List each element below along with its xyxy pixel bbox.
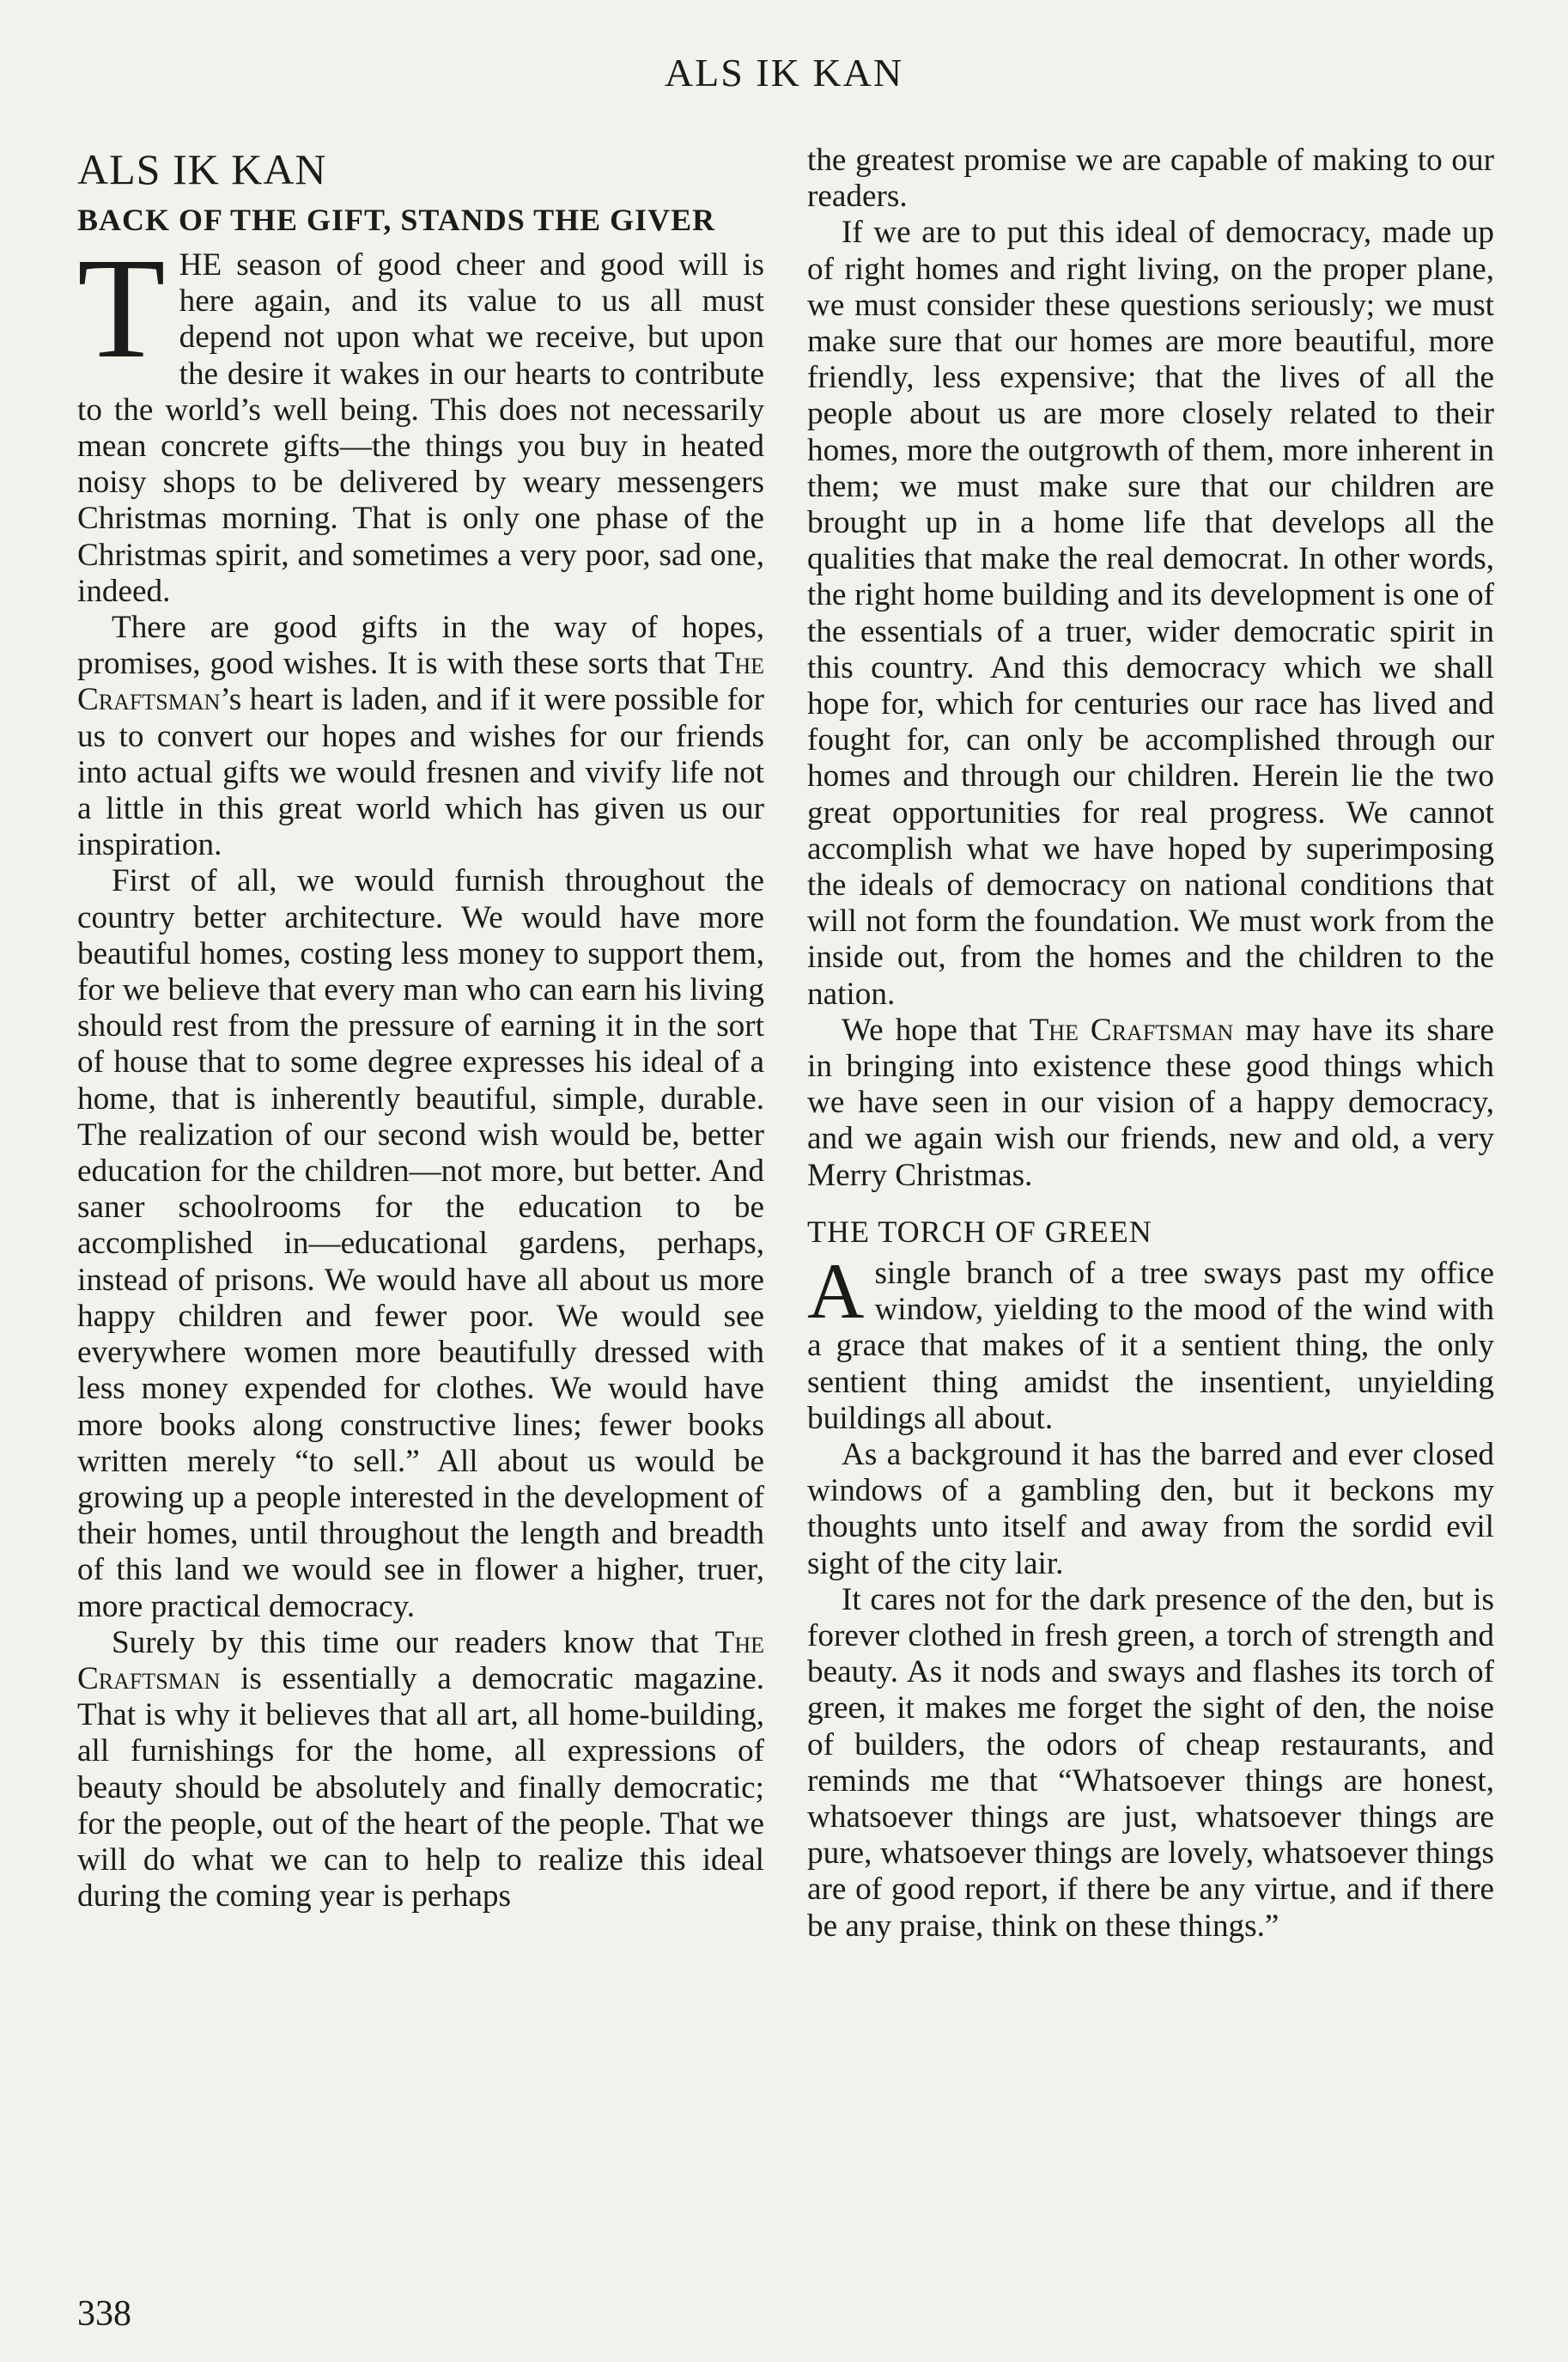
paragraph-text: Surely by this time our readers know that [112, 1624, 715, 1660]
paragraph [77, 1625, 764, 1915]
article-subtitle: BACK OF THE GIFT, STANDS THE GIVER [77, 203, 716, 237]
paragraph [77, 228, 764, 610]
paragraph: It cares not for the dark presence of the den, but is forever clothed in fresh green, a torch of strength and beauty. As it nods and sways and flashes its torch of green, it makes me forget the sight of den, the noise of builders, the odors of cheap restaurants, and reminds me that “Whatsoever things are honest, whatsoever things are just, whatsoever things are pure, whatsoever things are lovely, whatsoever things are of good report, if there be any virtue, and if there be any praise, think on these things.” [807, 1581, 1494, 1944]
paragraph [807, 1246, 1494, 1437]
magazine-name: The Craftsman [77, 1624, 764, 1696]
paragraph-text: ’s heart is laden, and if it were possible for us to convert our hopes and wishes for our friends into actual gifts we would fresnen and vivify life not a little in this great world which has given us our inspiration. [77, 682, 764, 863]
right-column [807, 143, 1494, 1945]
paragraph-text: HE season of good cheer and good will is here again, and its value to us all must depend not upon what we receive, but upon the desire it wakes in our hearts to contribute to the world’s well being. This does not necessarily mean concrete gifts—the things you buy in heated noisy shops to be delivered by weary messengers Christmas morning. That is only one phase of the Christmas spirit, and sometimes a very poor, sad one, indeed. [77, 247, 764, 609]
paragraph: First of all, we would furnish throughout the country better architecture. We would have more beautiful homes, costing less money to support them, for we believe that every man who can earn his living should rest from the pressure of earning it in the sort of house that to some degree expresses his ideal of a home, that is inherently beautiful, simple, durable. The realization of our second wish would be, better education for the children—not more, but better. And saner schoolrooms for the education to be accomplished in—educational gardens, perhaps, instead of prisons. We would have all about us more happy children and fewer poor. We would see everywhere women more beautifully dressed with less money expended for clothes. We would have more books along constructive lines; fewer books written merely “to sell.” All about us would be growing up a people interested in the development of their homes, until throughout the length and breadth of this land we would see in flower a higher, truer, more practical democracy. [77, 863, 764, 1624]
paragraph-continued: the greatest promise we are capable of making to our readers. [807, 143, 1494, 215]
paragraph-text: is essentially a democratic magazine. That is why it believes that all art, all home-building, all furnishings for the home, all expressions of beauty should be absolutely and finally democratic; for the people, out of the heart of the people. That we will do what we can to help to realize this ideal during the coming year is perhaps [77, 1660, 764, 1915]
paragraph-text: There are good gifts in the way of hopes, promises, good wishes. It is with these sorts that [77, 610, 764, 682]
magazine-name: The Craftsman [77, 646, 764, 718]
drop-cap: T [77, 228, 166, 388]
article-title: ALS IK KAN [77, 145, 327, 193]
paragraph: If we are to put this ideal of democracy, made up of right homes and right living, on the proper plane, we must consider these questions seriously; we must make sure that our homes are more beautiful, more friendly, less expensive; that the lives of all the people about us are more closely related to their homes, more the outgrowth of them, more inherent in them; we must make sure that our children are brought up in a home life that develops all the qualities that make the real democrat. In other words, the right home building and its development is one of the essentials of a truer, wider democratic spirit in this country. And this democracy which we shall hope for, which for centuries our race has lived and fought for, can only be accomplished through our homes and through our children. Herein lie the two great opportunities for real progress. We cannot accomplish what we have hoped by superimposing the ideals of democracy on national conditions that will not form the foundation. We must work from the inside out, from the homes and the children to the nation. [807, 215, 1494, 1012]
paragraph-text: We hope that [842, 1012, 1030, 1048]
paragraph-text: single branch of a tree sways past my office window, yielding to the mood of the wind with a grace that makes of it a sentient thing, the only sentient thing amidst the insentient, unyielding buildings all about. [807, 1255, 1494, 1436]
paragraph-text: may have its share in bringing into existence these good things which we have seen in our vision of a happy democracy, and we again wish our friends, new and old, a very Merry Christmas. [807, 1012, 1494, 1193]
drop-cap: A [807, 1246, 865, 1335]
article-title-torch: THE TORCH OF GREEN [807, 1214, 1152, 1249]
paragraph [77, 610, 764, 863]
running-head: ALS IK KAN [664, 51, 904, 94]
magazine-name: The Craftsman [1029, 1012, 1234, 1048]
left-column [77, 144, 764, 1915]
page-number: 338 [77, 2294, 131, 2334]
paragraph: As a background it has the barred and ever closed windows of a gambling den, but it beckons my thoughts unto itself and away from the sordid evil sight of the city lair. [807, 1436, 1494, 1581]
paragraph [807, 1013, 1494, 1194]
